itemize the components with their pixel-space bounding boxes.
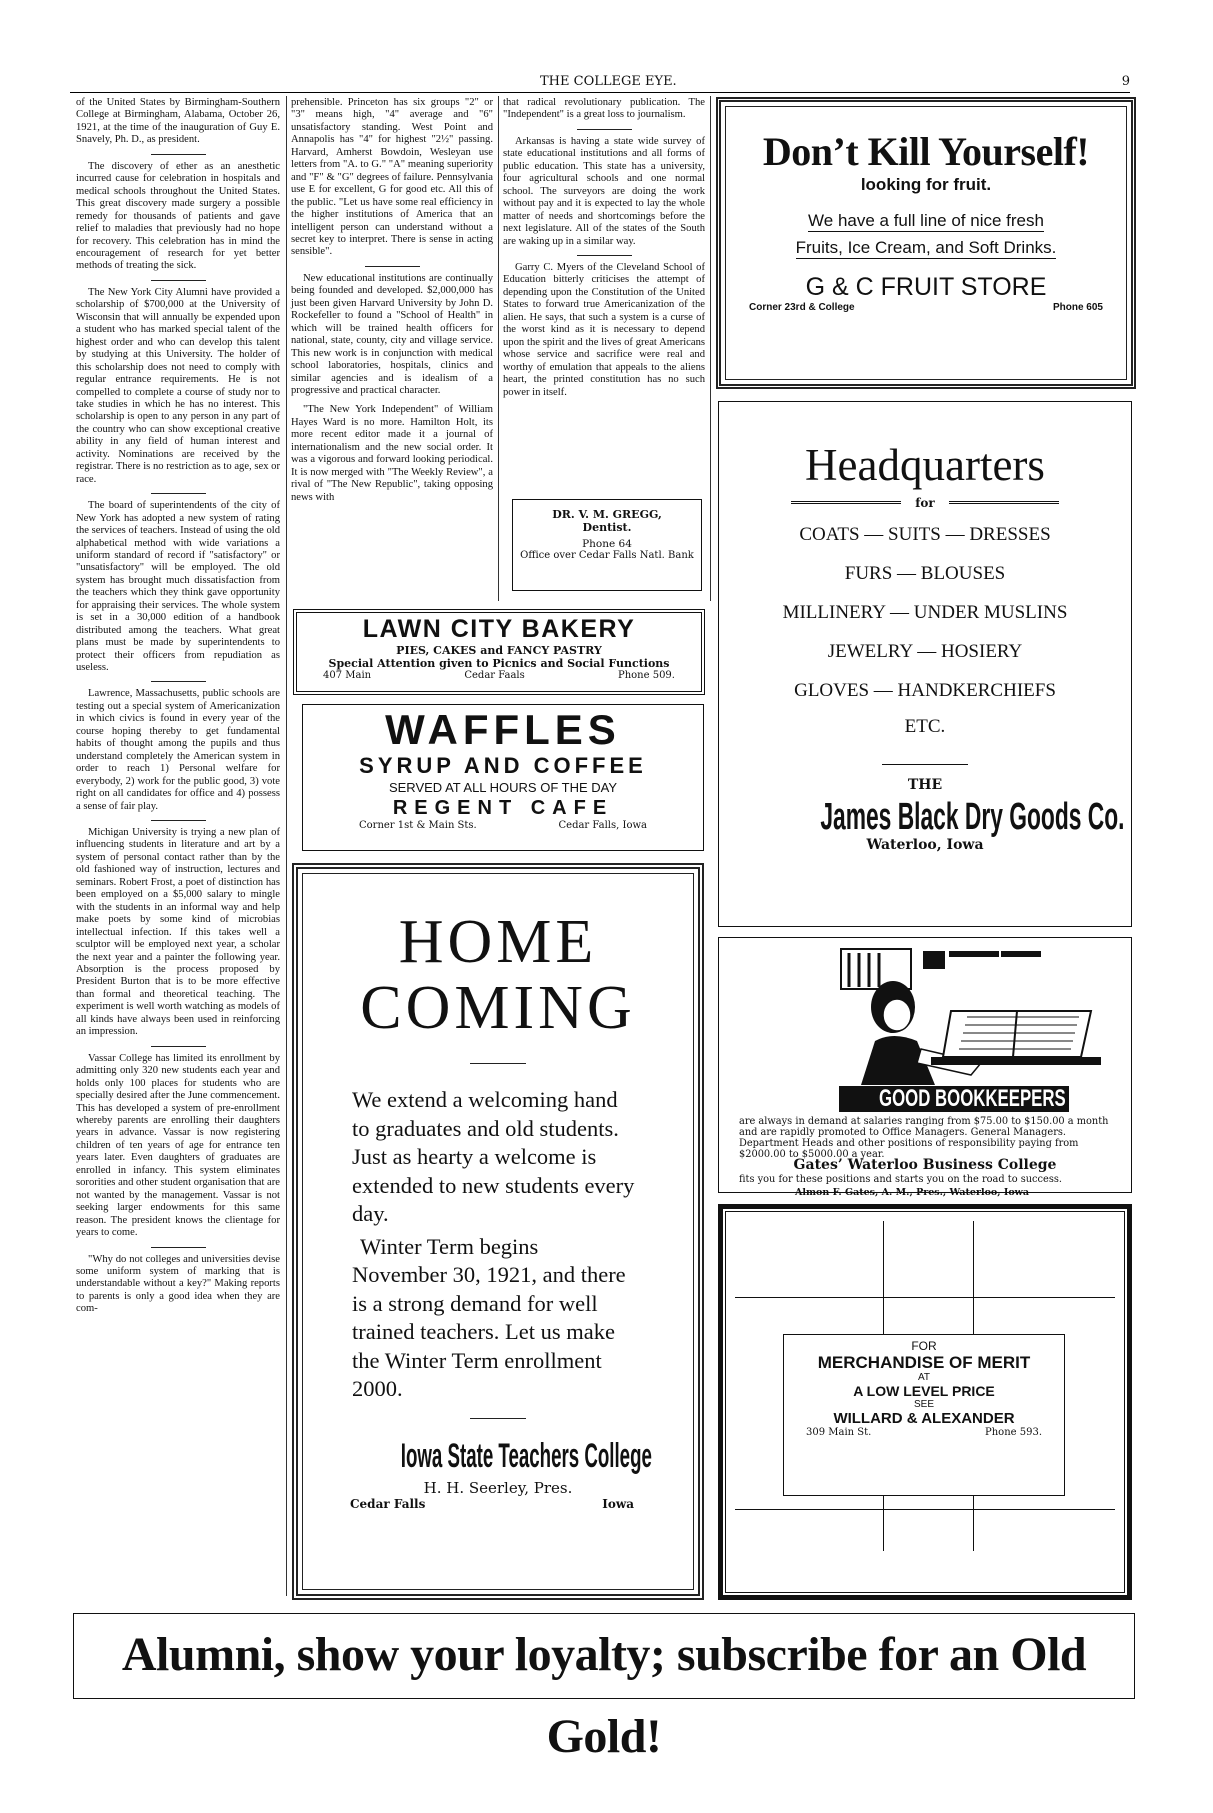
news-paragraph: The board of superintendents of the city of New York has adopted a new system of rating the services of teachers. Instead of using the old alphabetical method with wide variations a uniform standard of record if "satisfactory" or "unsatisfactory" will be employed. The old system has brought much dissatisfaction from the teachers which they think gave opportunity for appraising their services. The whole system is set in a 30,000 edition of a handbook distributed among the teachers. What great plans must be made by superintendents to protect their officers from repudiation as useless. bbox=[76, 500, 280, 674]
ad-regent-address: Corner 1st & Main Sts. bbox=[359, 820, 477, 831]
news-paragraph: Lawrence, Massachusetts, public schools are testing out a special system of Americanization in which civics is found in every year of the course hoping thereby to get fundamental habits of thought among the pupils and thus understand completely the American system in order to reach 1) Personal welfare for everybody, 2) work for the public good, 3) vote right on all candidates for office and 4) possess a sense of fair play. bbox=[76, 688, 280, 812]
ad-blackdry-for-row bbox=[719, 496, 1131, 510]
ad-regent-address-row bbox=[303, 820, 703, 831]
ad-homecoming-title-2: COMING bbox=[360, 974, 636, 1042]
ad-willard-inner bbox=[783, 1334, 1065, 1496]
ad-willard-phone: Phone 593. bbox=[985, 1427, 1042, 1438]
ad-blackdry-item: MILLINERY — UNDER MUSLINS bbox=[782, 602, 1068, 623]
ad-gates-officer: Almon F. Gates, A. M., Pres., Waterloo, Iowa bbox=[795, 1187, 1029, 1198]
ad-black-dry-goods bbox=[718, 401, 1132, 927]
ad-gates-college bbox=[718, 937, 1132, 1198]
ad-homecoming-president: H. H. Seerley, Pres. bbox=[423, 1478, 573, 1497]
ad-gates-fits: fits you for these positions and starts you on the road to success. bbox=[739, 1174, 1063, 1185]
news-column-2 bbox=[291, 97, 493, 511]
news-paragraph: New educational institutions are continually being founded and developed. $2,000,000 has just been given Harvard University by John D. Rockefeller to found a "School of Health" in which will be trained health officers for national, state, county, city and village service. This new work is in conjunction with medical school laboratories, hospitals, clinics and similar agencies and is idealism of a progressive and practical character. bbox=[291, 272, 493, 396]
news-paragraph: Arkansas is having a state wide survey of state educational institutions and all forms of public education. This state has a university, four agricultural schools and one normal school. The surveyors are doing the work without pay and it is expected to lay the whole matter of needs and shortcomings before the next legislature. All of the states of the South are waking up in a similar way. bbox=[503, 135, 705, 247]
divider bbox=[577, 129, 632, 130]
page-number: 9 bbox=[1121, 74, 1130, 89]
ad-bakery-products: PIES, CAKES and FANCY PASTRY bbox=[396, 644, 602, 657]
ad-fruit-headline: Don’t Kill Yourself! bbox=[762, 129, 1090, 174]
ad-bakery-phone: Phone 509. bbox=[617, 670, 675, 681]
ad-fruit-address: Corner 23rd & College bbox=[749, 302, 855, 313]
news-paragraph: Garry C. Myers of the Cleveland School of Education bitterly criticises the attempt of depending upon the Constitution of the United States to forward true Americanization of the alien. He says, that such a system is a curse of the worst kind as it is necessary to depend upon the spirit and the lives of great Americans whose service and sacrifice were real and worthy of emulation that appeals to the aliens heart, the printed constitution has no such power in itself. bbox=[503, 261, 705, 398]
ad-homecoming-location bbox=[298, 1497, 698, 1511]
ad-homecoming-welcome: We extend a welcoming hand to graduates and old students. Just as hearty a welcome is extended to new students every day. bbox=[352, 1087, 635, 1226]
ad-regent-waffles: WAFFLES bbox=[385, 706, 621, 753]
divider bbox=[882, 764, 968, 765]
ad-willard-address: 309 Main St. bbox=[806, 1427, 872, 1438]
divider bbox=[470, 1418, 526, 1419]
ad-gregg bbox=[512, 499, 702, 591]
ad-regent-served: SERVED AT ALL HOURS OF THE DAY bbox=[388, 780, 618, 795]
ad-blackdry-item: JEWELRY — HOSIERY bbox=[827, 641, 1023, 662]
ad-gates-banner-bg bbox=[839, 1086, 1069, 1112]
ad-gregg-phone: Phone 64 bbox=[582, 538, 632, 550]
ad-willard-for: FOR bbox=[911, 1339, 937, 1353]
footer-slogan: Alumni, show your loyalty; subscribe for an Old Gold! bbox=[121, 1628, 1087, 1763]
column-rule bbox=[498, 96, 499, 601]
ad-regent-name: REGENT CAFE bbox=[392, 797, 614, 819]
ad-blackdry-the: THE bbox=[907, 777, 943, 793]
ad-gates-body: are always in demand at salaries ranging from $75.00 to $150.00 a month and are rapidly promoted to Office Managers. General Managers. Department Heads and other positions of responsibility paying from $2000.00 to $5000.00 a year. bbox=[739, 1116, 1109, 1160]
divider bbox=[151, 1247, 206, 1248]
ad-fruit-line-1-wrap bbox=[721, 211, 1131, 232]
ad-blackdry-store: James Black Dry Goods Co. bbox=[820, 796, 1125, 838]
ad-fruit-line-1: We have a full line of nice fresh bbox=[808, 211, 1044, 230]
ad-bakery-address-row bbox=[297, 670, 701, 681]
ad-blackdry-headline: Headquarters bbox=[805, 440, 1045, 490]
ad-gregg-title: Dentist. bbox=[582, 521, 632, 534]
ad-homecoming-college-wrap bbox=[298, 1437, 698, 1475]
ad-bakery-city: Cedar Faals bbox=[464, 670, 525, 681]
ad-blackdry-item: ETC. bbox=[904, 716, 946, 737]
divider bbox=[151, 820, 206, 821]
ad-willard-alexander bbox=[718, 1204, 1132, 1600]
ad-regent-city: Cedar Falls, Iowa bbox=[558, 820, 647, 831]
ad-homecoming-city: Cedar Falls bbox=[350, 1496, 426, 1511]
ad-bakery bbox=[293, 609, 705, 695]
ad-blackdry-city: Waterloo, Iowa bbox=[866, 837, 984, 853]
ad-bakery-name: LAWN CITY BAKERY bbox=[362, 615, 636, 643]
ad-fruit-sub: looking for fruit. bbox=[860, 175, 992, 194]
ad-gregg-name: DR. V. M. GREGG, bbox=[552, 508, 662, 521]
ad-gregg-office: Office over Cedar Falls Natl. Bank bbox=[520, 550, 694, 561]
news-paragraph: Vassar College has limited its enrollment by admitting only 320 new students each year and holds only 100 places for students who are specially desired after the June commencement. This has developed a system of pre-enrollment whereby parents are enrolling their daughters years in advance. Vassar is now registering children of ten years of age for entrance ten years later. Even daughters of graduates are enrolled in infancy. This system eliminates sororities and other student organisation that are not wanted by the management. Vassar is not seeking larger endowments for this same reason. The president knows the clientage for years to come. bbox=[76, 1052, 280, 1239]
ad-willard-name: WILLARD & ALEXANDER bbox=[833, 1410, 1015, 1427]
ad-fruit-store bbox=[716, 97, 1136, 389]
ad-bakery-special: Special Attention given to Picnics and Social Functions bbox=[328, 657, 670, 670]
divider bbox=[151, 280, 206, 281]
news-column-3 bbox=[503, 97, 705, 406]
divider bbox=[151, 681, 206, 682]
divider bbox=[151, 493, 206, 494]
divider bbox=[151, 1046, 206, 1047]
ad-blackdry-store-wrap bbox=[719, 797, 1131, 837]
ad-blackdry-item: GLOVES — HANDKERCHIEFS bbox=[794, 680, 1056, 701]
ad-willard-see: SEE bbox=[913, 1399, 934, 1410]
news-paragraph: "Why do not colleges and universities devise some uniform system of marking that is understandable without a key?" Making reports to parents is only a good idea when they are com- bbox=[76, 1253, 280, 1315]
divider bbox=[365, 266, 420, 267]
ad-fruit-store-name: G & C FRUIT STORE bbox=[805, 273, 1047, 301]
ad-fruit-line-2: Fruits, Ice Cream, and Soft Drinks. bbox=[795, 238, 1057, 257]
divider bbox=[151, 154, 206, 155]
news-paragraph: The New York City Alumni have provided a scholarship of $700,000 at the University of Wisconsin that will annually be expended upon a student who has marked special talent of the highest order and who can develop this talent by studying at this University. The holder of this scholarship does not need to comply with regular entrance requirements. He is not compelled to complete a course of study nor to take studies in which he has no interest. This scholarship is open to any person in any part of the country who can show exceptional creative ability in any field of human interest and activity. Nominations are received by the registrar. There is no restriction as to age, sex or race. bbox=[76, 286, 280, 485]
ad-willard-line-1: MERCHANDISE OF MERIT bbox=[817, 1353, 1031, 1372]
ad-bakery-address: 407 Main bbox=[323, 670, 372, 681]
ad-blackdry-item: FURS — BLOUSES bbox=[844, 563, 1006, 584]
ad-blackdry-for: for bbox=[915, 496, 935, 510]
news-paragraph: "The New York Independent" of William Hayes Ward is no more. Hamilton Holt, its more recent editor made it a journal of internationalism and the new social order. It was a vigorous and forward looking periodical. It is now merged with "The Weekly Review", a rival of "The New Republic", taking opposing news with bbox=[291, 404, 493, 503]
newspaper-title: THE COLLEGE EYE. bbox=[540, 74, 677, 89]
ad-willard-line-2: A LOW LEVEL PRICE bbox=[853, 1383, 995, 1399]
ad-willard-at: AT bbox=[917, 1372, 931, 1383]
news-paragraph: The discovery of ether as an anesthetic incurred cause for celebration in hospitals and medical schools throughout the United States. This great discovery made surgery a possible remedy for thousands of patients and gave relief to maladies that previously had no hope for recovery. This celebration has in mind the encouragement of research for yet better methods of treating the sick. bbox=[76, 160, 280, 272]
ad-homecoming-winter: Winter Term begins November 30, 1921, and there is a strong demand for well trained teachers. Let us make the Winter Term enrollment 2000. bbox=[352, 1233, 626, 1401]
news-column-1 bbox=[76, 97, 280, 1323]
divider bbox=[470, 1063, 526, 1064]
news-paragraph: that radical revolutionary publication. The "Independent" is a great loss to journalism. bbox=[503, 97, 705, 121]
ad-fruit-address-row bbox=[721, 302, 1131, 313]
ad-fruit-phone: Phone 605 bbox=[1052, 302, 1103, 313]
footer-banner bbox=[73, 1613, 1135, 1763]
ad-homecoming-state: Iowa bbox=[602, 1496, 634, 1511]
news-paragraph: of the United States by Birmingham-Southern College at Birmingham, Alabama, October 26, 1921, at the time of the inauguration of Guy E. Snavely, Ph. D., as president. bbox=[76, 97, 280, 146]
news-paragraph: Michigan University is trying a new plan of influencing students in literature and art by a system of personal contact rather than by the old fashioned way of instruction, lectures and seminars. Robert Frost, a poet of distinction has been employed on a $5,000 salary to mingle with the students in an informal way and help make poets by some kind of microbias intellectual infection. If this takes well a sculptor will be employed next year, a scholar the next year and a painter the following year. Absorption is the process proposed by President Burton that is to be more effective than formal and theoretical teaching. The experiment is well worth watching as models of all kinds have always been used in reinforcing an impression. bbox=[76, 827, 280, 1038]
ad-regent-cafe bbox=[302, 704, 704, 851]
divider bbox=[577, 255, 632, 256]
ad-homecoming bbox=[292, 863, 704, 1600]
ad-regent-syrup: SYRUP AND COFFEE bbox=[359, 753, 647, 778]
ad-gates-college-name: Gates’ Waterloo Business College bbox=[793, 1157, 1057, 1173]
ad-blackdry-item: COATS — SUITS — DRESSES bbox=[799, 524, 1051, 545]
ad-willard-address-row bbox=[784, 1427, 1064, 1438]
column-rule bbox=[710, 96, 711, 601]
column-rule bbox=[286, 96, 287, 1596]
ad-homecoming-college: Iowa State Teachers College bbox=[400, 1436, 652, 1475]
page-header bbox=[70, 74, 1130, 93]
ad-gates-banner: GOOD BOOKKEEPERS bbox=[879, 1086, 1066, 1112]
ad-homecoming-title-1: HOME bbox=[398, 908, 598, 976]
ad-fruit-line-2-wrap bbox=[721, 238, 1131, 259]
news-paragraph: prehensible. Princeton has six groups "2" or "3" means high, "4" average and "6" unsatisfactory standing. West Point and Annapolis has "4" for highest "2½" passing. Harvard, Amherst Bowdoin, Wesleyan use letters from "A. to G." "A" meaning superiority and "F" & "G" degrees of failure. Pennsylvania use E for excellent, G for good etc. All this of the public. "Let us have some real efficiency in the higher institutions of America that an intelligent person can understand without a secret key to interpret. There is sense in acting sensible". bbox=[291, 97, 493, 258]
bookkeeper-illustration bbox=[831, 945, 1101, 1085]
